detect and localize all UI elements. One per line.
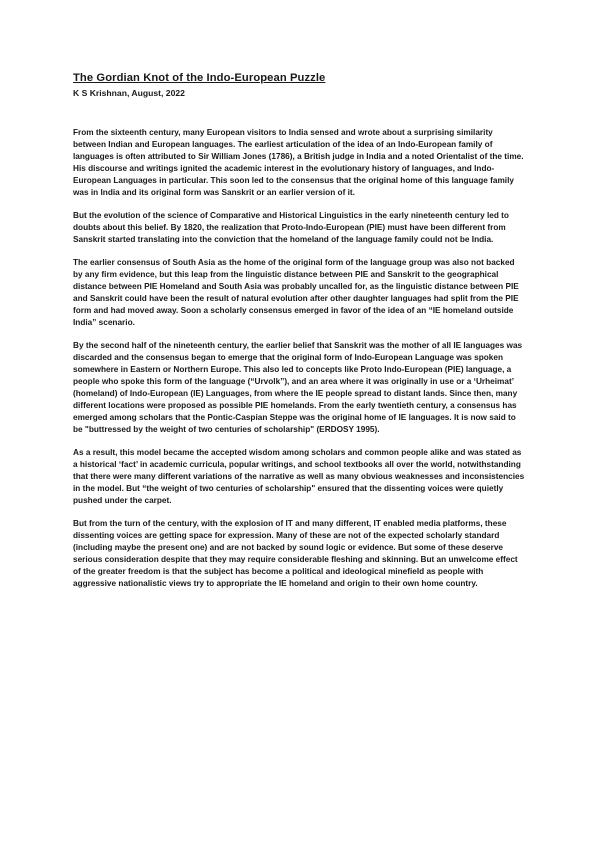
author-byline: K S Krishnan, August, 2022 <box>73 88 185 98</box>
document-body <box>73 127 525 590</box>
document-title: The Gordian Knot of the Indo-European Puzzle <box>73 72 326 84</box>
paragraph-5: As a result, this model became the accepted wisdom among scholars and common people alike and was stated as a historical ‘fact’ in academic curricula, popular writings, and school textbooks all over the world, notwithstanding that there were many different variations of the narrative as well as many obvious weaknesses and inconsistencies in the model. But “the weight of two centuries of scholarship" ensured that the dissenting voices were quietly pushed under the carpet. <box>73 448 525 505</box>
paragraph-6: But from the turn of the century, with the explosion of IT and many different, IT enabled media platforms, these dissenting voices are getting space for expression. Many of these are not of the expected scholarly standard (including maybe the present one) and are not backed by sound logic or evidence. But some of these deserve serious consideration despite that they may require considerable fleshing and skinning. But an unwelcome effect of the greater freedom is that the subject has become a political and ideological minefield as people with aggressive nationalistic views try to appropriate the IE homeland and origin to their own home country. <box>73 519 518 588</box>
paragraph-1: From the sixteenth century, many European visitors to India sensed and wrote about a surprising similarity between Indian and European languages. The earliest articulation of the idea of an Indo-European family of languages is often attributed to Sir William Jones (1786), a British judge in India and a noted Orientalist of the time. His discourse and writings ignited the academic interest in the evolutionary history of languages, and Indo-European Languages in particular. This soon led to the consensus that the original home of this language family was in India and its original form was Sanskrit or an earlier version of it. <box>73 128 524 197</box>
paragraph-4: By the second half of the nineteenth century, the earlier belief that Sanskrit was the mother of all IE languages was discarded and the consensus began to emerge that the original form of Indo-European Language was spoken somewhere in Eastern or Northern Europe. This also led to concepts like Proto Indo-European (PIE) language, a people who spoke this form of the language (“Urvolk”), and an area where it was originally in use or a ‘Urheimat’ (homeland) of Indo-European (IE) Languages, from where the IE people spread to distant lands. Since then, many different locations were proposed as possible PIE homelands. From the early twentieth century, a consensus has emerged among scholars that the Pontic-Caspian Steppe was the original home of IE languages. It is now said to be "buttressed by the weight of two centuries of scholarship" (ERDOSY 1995). <box>73 341 523 434</box>
paragraph-3: The earlier consensus of South Asia as the home of the original form of the language group was also not backed by any firm evidence, but this leap from the linguistic distance between PIE and Sanskrit to the geographical distance between PIE Homeland and South Asia was probably uncalled for, as the linguistic distance between PIE and Sanskrit could have been the result of natural evolution after other daughter languages had split from the PIE form and had moved away. Soon a scholarly consensus emerged in favor of the idea of an “IE homeland outside India” scenario. <box>73 258 519 327</box>
paragraph-2: But the evolution of the science of Comparative and Historical Linguistics in the early nineteenth century led to doubts about this belief. By 1820, the realization that Proto-Indo-European (PIE) must have been different from Sanskrit started translating into the conviction that the homeland of the language family could not be India. <box>73 211 509 244</box>
document-page <box>73 71 525 601</box>
